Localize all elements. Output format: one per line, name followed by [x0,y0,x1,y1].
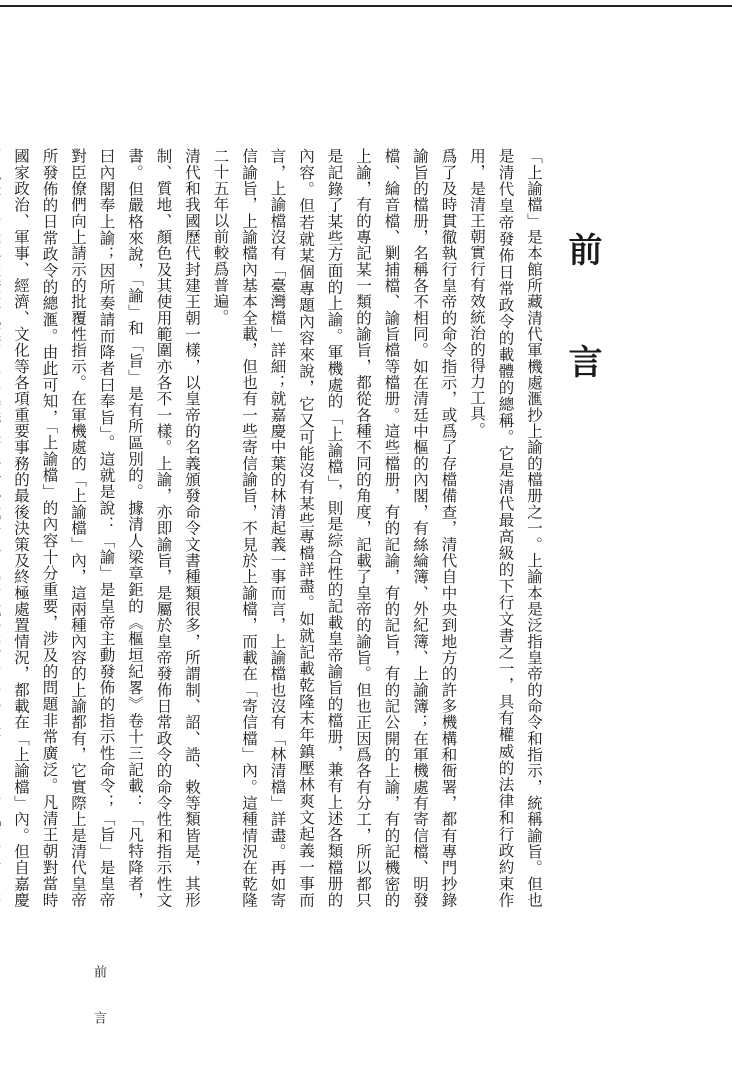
body-text [12,148,548,908]
paragraph-2: 爲了及時貫徹執行皇帝的命令指示，或爲了存檔備查，清代自中央到地方的許多機構和衙署，都有專門抄錄諭旨的檔册，名稱各不相同。如在清廷中樞的內閣，有絲綸簿、外紀簿、上諭簿；在軍機處有寄信檔、明發檔、綸音檔、剿捕檔、諭旨檔等檔册。這些檔册，有的記諭，有的記旨，有的記公開的上諭，有的記機密的上諭，有的專記某一類的諭旨，都從各種不同的角度，記載了皇帝的諭旨。但也正因爲各有分工，所以都只是記錄了某些方面的上諭。軍機處的「上諭檔」，則是綜合性的記載皇帝諭旨的檔册，兼有上述各類檔册的內容。但若就某個專題內容來說，它又可能沒有某些專檔詳盡。如就記載乾隆末年鎮壓林爽文起義一事而言，上諭檔沒有「臺灣檔」詳細；就嘉慶中葉的林清起義一事而言，上諭檔也沒有「林清檔」詳盡。再如寄信諭旨，上諭檔內基本全載，但也有一些寄信諭旨，不見於上諭檔，而載在「寄信檔」內。這種情況在乾隆二十五年以前較爲普遍。 [211,148,458,908]
page-footer: 前 言 [91,965,106,1034]
page-title: 前 言 [562,232,602,400]
paragraph-3: 清代和我國歷代封建王朝一樣，以皇帝的名義頒發命令文書種類很多，所謂制、詔、誥、敕等類皆是，其形制、質地、顏色及其使用範圍亦各不一樣。上諭，亦即諭旨，是屬於皇帝發佈日常政令的命令性和指示性文書。但嚴格來說，「諭」和「旨」是有所區別的。據清人梁章鉅的《樞垣紀畧》卷十三記載：「凡特降者，曰內閣奉上諭；因所奏請而降者曰奉旨」。這就是說：「諭」是皇帝主動發佈的指示性命令；「旨」是皇帝對臣僚們向上請示的批覆性指示。在軍機處的「上諭檔」內，這兩種內容的上諭都有，它實際上是清代皇帝所發佈的日常政令的總滙。由此可知，「上諭檔」的內容十分重要，涉及的問題非常廣泛。凡清王朝對當時國家政治、軍事、經濟、文化等各項重要事務的最後決策及終極處置情況，都載在「上諭檔」內。但自嘉慶 [12,148,201,908]
paragraph-1: 「上諭檔」是本館所藏清代軍機處滙抄上諭的檔册之一。上諭本是泛指皇帝的命令和指示，統稱諭旨。但也是清代皇帝發佈日常政令的載體的總稱。它是清代最高級的下行文書之一，具有權威的法律和行政約束作用，是清王朝實行有效統治的得力工具。 [468,148,543,908]
top-rule [0,5,732,7]
